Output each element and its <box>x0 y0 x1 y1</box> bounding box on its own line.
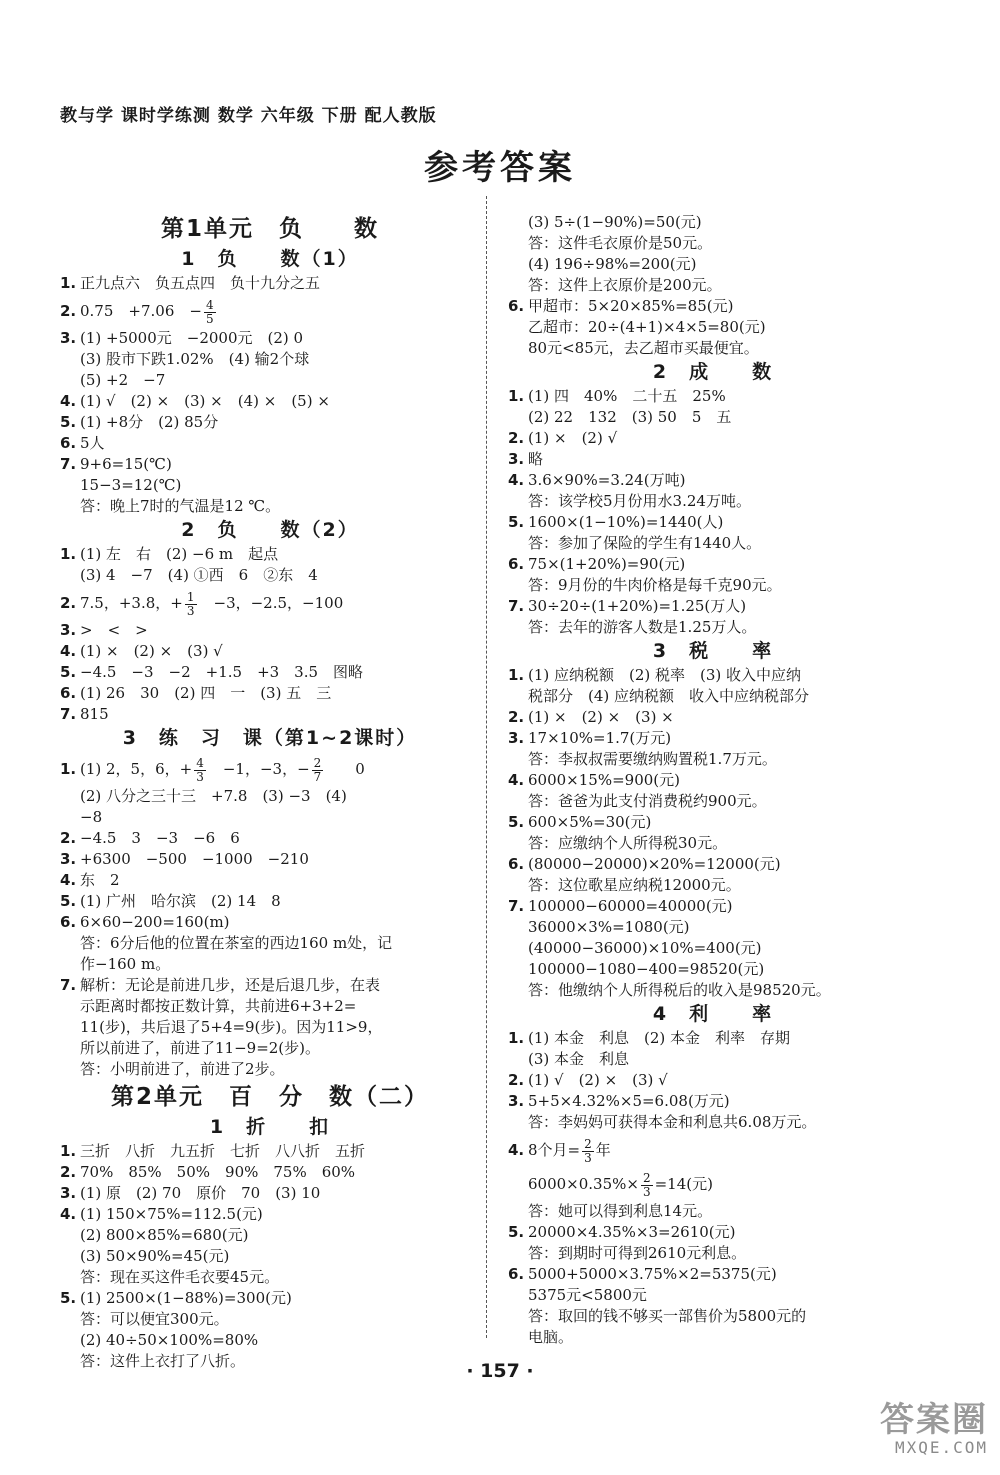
answer-line: 答：他缴纳个人所得税后的收入是98520元。 <box>528 981 831 999</box>
answer-line: 5. 20000×4.35%×3=2610(元) <box>508 1223 736 1241</box>
answer-line: 7. 解析：无论是前进几步，还是后退几步，在表 <box>60 976 381 994</box>
fraction: $\frac{1}{3}$ <box>186 589 195 618</box>
answer-line: 1. (1) 2，5，6，+ $\frac{4}{3}$ −1，−3，− $\frac{2}{7}$ 0 <box>60 755 365 784</box>
right-column <box>508 212 918 1348</box>
answer-line: 2. −4.5 3 −3 −6 6 <box>60 829 240 847</box>
answer-line: 3. 17×10%=1.7(万元) <box>508 729 672 747</box>
answer-line: 2. 7.5，+3.8，+ $\frac{1}{3}$ −3，−2.5，−100 <box>60 589 344 618</box>
section-heading: 3 税 率 <box>652 640 774 662</box>
answer-line: 2. 0.75 +7.06 − $\frac{4}{5}$ <box>60 297 214 326</box>
answer-line: 5. 600×5%=30(元) <box>508 813 652 831</box>
answer-line: 2. (1) √ (2) × (3) √ <box>508 1071 668 1089</box>
answer-line: 6. (1) 26 30 (2) 四 一 (3) 五 三 <box>60 684 332 702</box>
answer-line: 答：去年的游客人数是1.25万人。 <box>528 618 757 636</box>
answer-line: (5) +2 −7 <box>80 371 166 389</box>
answer-line: 答：这件上衣打了八折。 <box>80 1352 246 1370</box>
answer-line: 80元<85元，去乙超市买最便宜。 <box>528 339 759 357</box>
answer-line: 4. 3.6×90%=3.24(万吨) <box>508 471 686 489</box>
section-heading: 1 负 数（1） <box>181 248 359 270</box>
answer-line: (4) 196÷98%=200(元) <box>528 255 697 273</box>
answer-line: 税部分 (4) 应纳税额 收入中应纳税部分 <box>528 687 810 705</box>
answer-line: 答：这件毛衣原价是50元。 <box>528 234 713 252</box>
answer-line: 36000×3%=1080(元) <box>528 918 690 936</box>
answer-line: 3. > < > <box>60 621 148 639</box>
answer-line: 6. 75×(1+20%)=90(元) <box>508 555 686 573</box>
answer-line: 答：取回的钱不够买一部售价为5800元的 <box>528 1307 807 1325</box>
answer-line: 答：小明前进了，前进了2步。 <box>80 1060 285 1078</box>
answer-line: 7. 815 <box>60 705 109 723</box>
answer-line: 4. (1) × (2) × (3) √ <box>60 642 223 660</box>
fraction: $\frac{2}{7}$ <box>313 755 322 784</box>
watermark-text: 答案圈 <box>880 1400 988 1440</box>
answer-line: 所以前进了，前进了11−9=2(步)。 <box>80 1039 321 1057</box>
answer-line: 答：李叔叔需要缴纳购置税1.7万元。 <box>528 750 777 768</box>
answer-line: 3. 5+5×4.32%×5=6.08(万元) <box>508 1092 730 1110</box>
answer-line: (3) 本金 利息 <box>528 1050 630 1068</box>
page-number: · 157 · <box>466 1360 534 1382</box>
answer-line: (3) 4 −7 (4) ①西 6 ②东 4 <box>80 566 318 584</box>
watermark-url: MXQE.COM <box>894 1438 988 1457</box>
section-heading: 3 练 习 课（第1~2课时） <box>122 727 418 749</box>
answer-line: 1. (1) 左 右 (2) −6 m 起点 <box>60 545 279 563</box>
answer-line: 答：现在买这件毛衣要45元。 <box>80 1268 280 1286</box>
answer-line: 4. 8个月= $\frac{2}{3}$ 年 <box>508 1136 611 1165</box>
answer-line: 3. 略 <box>508 450 544 468</box>
answer-line: 5. (1) +8分 (2) 85分 <box>60 413 219 431</box>
answer-line: 5375元<5800元 <box>528 1286 647 1304</box>
answer-line: (2) 八分之三十三 +7.8 (3) −3 (4) <box>80 787 347 805</box>
answer-line: 1. (1) 本金 利息 (2) 本金 利率 存期 <box>508 1029 791 1047</box>
answer-line: 7. 9+6=15(℃) <box>60 455 172 473</box>
answer-line: (40000−36000)×10%=400(元) <box>528 939 762 957</box>
answer-line: 6. 5000+5000×3.75%×2=5375(元) <box>508 1265 777 1283</box>
answer-line: 5. 1600×(1−10%)=1440(人) <box>508 513 724 531</box>
answer-line: 答：爸爸为此支付消费税约900元。 <box>528 792 767 810</box>
answer-line: 6. 甲超市：5×20×85%=85(元) <box>508 297 734 315</box>
answer-line: 2. (1) × (2) × (3) × <box>508 708 674 726</box>
answer-line: 1. 三折 八折 九五折 七折 八八折 五折 <box>60 1142 366 1160</box>
answer-line: 5. (1) 广州 哈尔滨 (2) 14 8 <box>60 892 281 910</box>
unit-heading: 第2单元 百 分 数（二） <box>110 1084 429 1110</box>
answer-line: 答：她可以得到利息14元。 <box>528 1202 713 1220</box>
answer-line: 3. (1) 原 (2) 70 原价 70 (3) 10 <box>60 1184 321 1202</box>
answer-line: 答：9月份的牛肉价格是每千克90元。 <box>528 576 782 594</box>
answer-line: 答：参加了保险的学生有1440人。 <box>528 534 762 552</box>
section-heading: 1 折 扣 <box>209 1116 331 1138</box>
answer-line: 7. 100000−60000=40000(元) <box>508 897 733 915</box>
answer-line: 示距离时都按正数计算，共前进6+3+2= <box>80 997 357 1015</box>
answer-line: 3. (1) +5000元 −2000元 (2) 0 <box>60 329 304 347</box>
section-heading: 4 利 率 <box>652 1003 774 1025</box>
section-heading: 2 成 数 <box>652 361 774 383</box>
answer-line: (2) 22 132 (3) 50 5 五 <box>528 408 732 426</box>
answer-line: 答：这件上衣原价是200元。 <box>528 276 722 294</box>
answer-line: 1. 正九点六 负五点四 负十九分之五 <box>60 274 321 292</box>
answer-line: 电脑。 <box>528 1328 574 1346</box>
left-column <box>60 212 480 1372</box>
answer-line: 2. 70% 85% 50% 90% 75% 60% <box>60 1163 356 1181</box>
answer-line: 答：应缴纳个人所得税30元。 <box>528 834 728 852</box>
fraction: $\frac{4}{5}$ <box>205 297 214 326</box>
answer-line: (3) 股市下跌1.02% (4) 输2个球 <box>80 350 310 368</box>
answer-line: 7. 30÷20÷(1+20%)=1.25(万人) <box>508 597 747 615</box>
book-header: 教与学 课时学练测 数学 六年级 下册 配人教版 <box>60 106 437 126</box>
watermark-logo <box>820 1392 992 1462</box>
section-heading: 2 负 数（2） <box>181 519 359 541</box>
answer-line: 答：可以便宜300元。 <box>80 1310 229 1328</box>
answer-line: 4. (1) 150×75%=112.5(元) <box>60 1205 263 1223</box>
answer-line: 答：李妈妈可获得本金和利息共6.08万元。 <box>528 1113 817 1131</box>
answer-line: 6. 5人 <box>60 434 105 452</box>
answer-line: 11(步)，共后退了5+4=9(步)。因为11>9， <box>80 1018 383 1036</box>
answer-line: (3) 50×90%=45(元) <box>80 1247 230 1265</box>
answer-line: 3. +6300 −500 −1000 −210 <box>60 850 309 868</box>
answer-line: 乙超市：20÷(4+1)×4×5=80(元) <box>528 318 766 336</box>
answer-line: 5. (1) 2500×(1−88%)=300(元) <box>60 1289 292 1307</box>
answer-line: 答：6分后他的位置在茶室的西边160 m处，记 <box>80 934 393 952</box>
answer-line: 答：晚上7时的气温是12 ℃。 <box>80 497 281 515</box>
answer-line: 2. (1) × (2) √ <box>508 429 618 447</box>
answer-line: 1. (1) 四 40% 二十五 25% <box>508 387 726 405</box>
answer-line: 4. 6000×15%=900(元) <box>508 771 680 789</box>
fraction: $\frac{4}{3}$ <box>196 755 204 784</box>
fraction: $\frac{2}{3}$ <box>584 1136 592 1165</box>
answer-line: 100000−1080−400=98520(元) <box>528 960 765 978</box>
fraction: $\frac{2}{3}$ <box>642 1170 651 1199</box>
answer-line: 6. 6×60−200=160(m) <box>60 913 230 931</box>
answer-line: 15−3=12(℃) <box>80 476 182 494</box>
answer-line: 1. (1) 应纳税额 (2) 税率 (3) 收入中应纳 <box>508 666 802 684</box>
answer-line: −8 <box>80 808 103 826</box>
unit-heading: 第1单元 负 数 <box>160 216 379 242</box>
answer-line: (3) 5÷(1−90%)=50(元) <box>528 213 702 231</box>
page-title: 参考答案 <box>424 148 576 188</box>
answer-line: 4. (1) √ (2) × (3) × (4) × (5) × <box>60 392 330 410</box>
answer-line: (2) 40÷50×100%=80% <box>80 1331 259 1349</box>
column-divider <box>486 196 487 1338</box>
answer-line: 4. 东 2 <box>60 871 120 889</box>
answer-line: 6000×0.35%× $\frac{2}{3}$ =14(元) <box>528 1170 713 1199</box>
answer-line: 6. (80000−20000)×20%=12000(元) <box>508 855 781 873</box>
answer-line: 答：到期时可得到2610元利息。 <box>528 1244 747 1262</box>
answer-line: 答：这位歌星应纳税12000元。 <box>528 876 741 894</box>
answer-line: (2) 800×85%=680(元) <box>80 1226 249 1244</box>
answer-line: 5. −4.5 −3 −2 +1.5 +3 3.5 图略 <box>60 663 364 681</box>
answer-line: 作−160 m。 <box>80 955 171 973</box>
answer-line: 答：该学校5月份用水3.24万吨。 <box>528 492 751 510</box>
